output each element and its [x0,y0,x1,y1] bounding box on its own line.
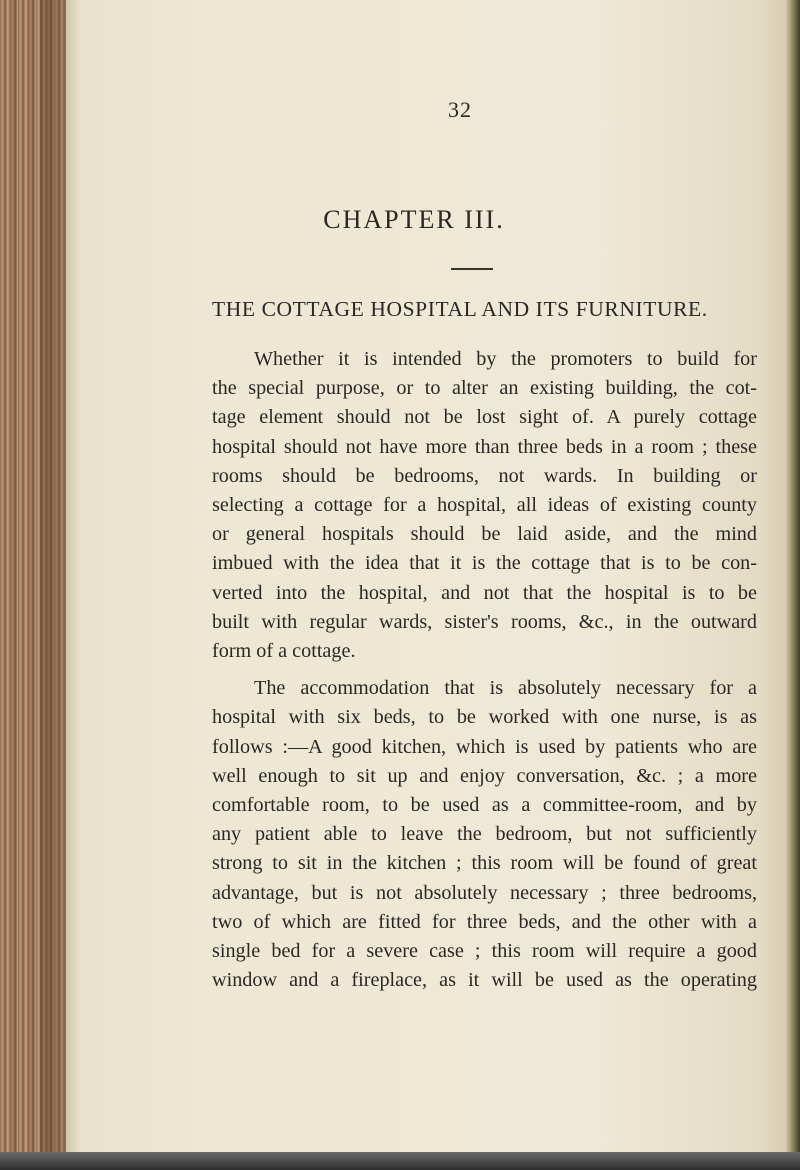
text-line: comfortable room, to be used as a committee-room, and by [212,794,757,817]
chapter-title: CHAPTER III. [323,205,505,234]
text-line: form of a cottage. [212,640,356,663]
text-line: rooms should be bedrooms, not wards. In building or [212,464,757,487]
paragraph-1 [212,345,757,666]
title-rule [451,268,493,270]
page-edge-right [786,0,800,1170]
text-line: hospital with six beds, to be worked with one nurse, is as [212,706,757,729]
text-line: The accommodation that is absolutely necessary for a [254,677,757,700]
text-line: verted into the hospital, and not that the hospital is to be [212,581,757,604]
text-line: tage element should not be lost sight of. A purely cottage [212,406,757,429]
text-line: follows :—A good kitchen, which is used by patients who are [212,735,757,758]
text-line: any patient able to leave the bedroom, but not sufficiently [212,823,757,846]
text-line: advantage, but is not absolutely necessary ; three bedrooms, [212,881,757,904]
text-line: strong to sit in the kitchen ; this room will be found of great [212,852,757,875]
gutter-shadow [40,0,80,1170]
page-number: 32 [448,97,472,122]
text-line: imbued with the idea that it is the cottage that is to be con- [212,552,757,575]
text-line: hospital should not have more than three beds in a room ; these [212,435,757,458]
page-edge-bottom [0,1152,800,1170]
text-line: well enough to sit up and enjoy conversation, &c. ; a more [212,764,757,787]
paragraph-2 [212,674,757,995]
text-line: selecting a cottage for a hospital, all ideas of existing county [212,494,757,517]
section-heading: THE COTTAGE HOSPITAL AND ITS FURNITURE. [212,297,708,321]
text-line: single bed for a severe case ; this room will require a good [212,940,757,963]
text-line: window and a fireplace, as it will be used as the operating [212,969,757,992]
body-text [212,345,757,995]
text-line: built with regular wards, sister's rooms, &c., in the outward [212,610,757,633]
text-line: the special purpose, or to alter an existing building, the cot- [212,377,757,400]
text-line: or general hospitals should be laid aside, and the mind [212,523,757,546]
text-line: Whether it is intended by the promoters to build for [254,348,757,370]
text-line: two of which are fitted for three beds, and the other with a [212,910,757,933]
